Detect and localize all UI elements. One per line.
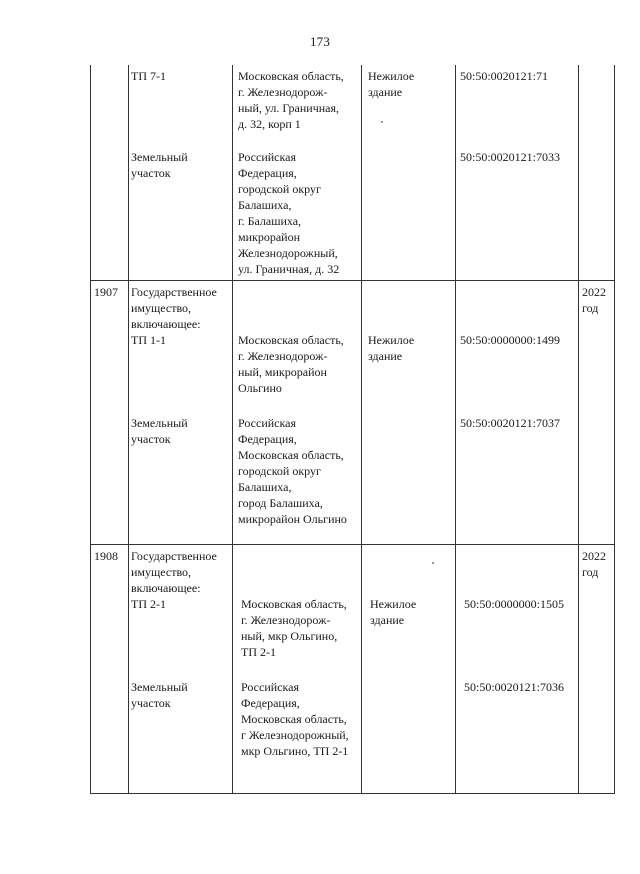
property-table xyxy=(90,65,615,794)
column-divider xyxy=(361,65,362,793)
item-address: Московская область, г. Железнодорож- ный, мкр Ольгино, ТП 2-1 xyxy=(241,597,347,659)
item-address: Московская область, г. Железнодорож- ный, ул. Граничная, д. 32, корп 1 xyxy=(238,69,344,131)
item-address: Российская Федерация, Московская область, г Железнодорожный, мкр Ольгино, ТП 2-1 xyxy=(241,680,349,758)
page-number: 173 xyxy=(309,34,331,49)
item-address: Московская область, г. Железнодорож- ный, микрорайон Ольгино xyxy=(238,333,344,395)
item-cadastral-number: 50:50:0000000:1499 xyxy=(460,333,561,347)
row-number: 1907 xyxy=(94,285,118,299)
item-cadastral-number: 50:50:0020121:7037 xyxy=(460,416,561,430)
column-divider xyxy=(578,65,579,793)
row-title: Государственное имущество, включающее: xyxy=(131,549,217,595)
row-year: 2022 год xyxy=(582,285,606,315)
column-divider xyxy=(232,65,233,793)
row-divider xyxy=(91,280,614,281)
item-cadastral-number: 50:50:0020121:7036 xyxy=(464,680,565,694)
column-divider xyxy=(455,65,456,793)
row-divider xyxy=(91,544,614,545)
row-title: Государственное имущество, включающее: xyxy=(131,285,217,331)
item-name: ТП 1-1 xyxy=(131,333,166,347)
item-name: ТП 7-1 xyxy=(131,69,166,83)
item-cadastral-number: 50:50:0020121:7033 xyxy=(460,150,561,164)
row-year: 2022 год xyxy=(582,549,606,579)
item-cadastral-number: 50:50:0000000:1505 xyxy=(464,597,565,611)
item-type: Нежилое здание xyxy=(368,333,415,363)
item-cadastral-number: 50:50:0020121:71 xyxy=(460,69,549,83)
scan-speck xyxy=(381,121,383,123)
item-name: Земельный участок xyxy=(131,150,188,180)
scan-speck xyxy=(432,562,434,564)
item-address: Российская Федерация, Московская область, городской округ Балашиха, город Балашиха, микрорайон Ольгино xyxy=(238,416,347,526)
item-name: Земельный участок xyxy=(131,680,188,710)
row-number: 1908 xyxy=(94,549,118,563)
item-name: Земельный участок xyxy=(131,416,188,446)
column-divider xyxy=(128,65,129,793)
item-name: ТП 2-1 xyxy=(131,597,166,611)
item-address: Российская Федерация, городской округ Балашиха, г. Балашиха, микрорайон Железнодорожный, ул. Граничная, д. 32 xyxy=(238,150,340,276)
item-type: Нежилое здание xyxy=(370,597,417,627)
item-type: Нежилое здание xyxy=(368,69,415,99)
